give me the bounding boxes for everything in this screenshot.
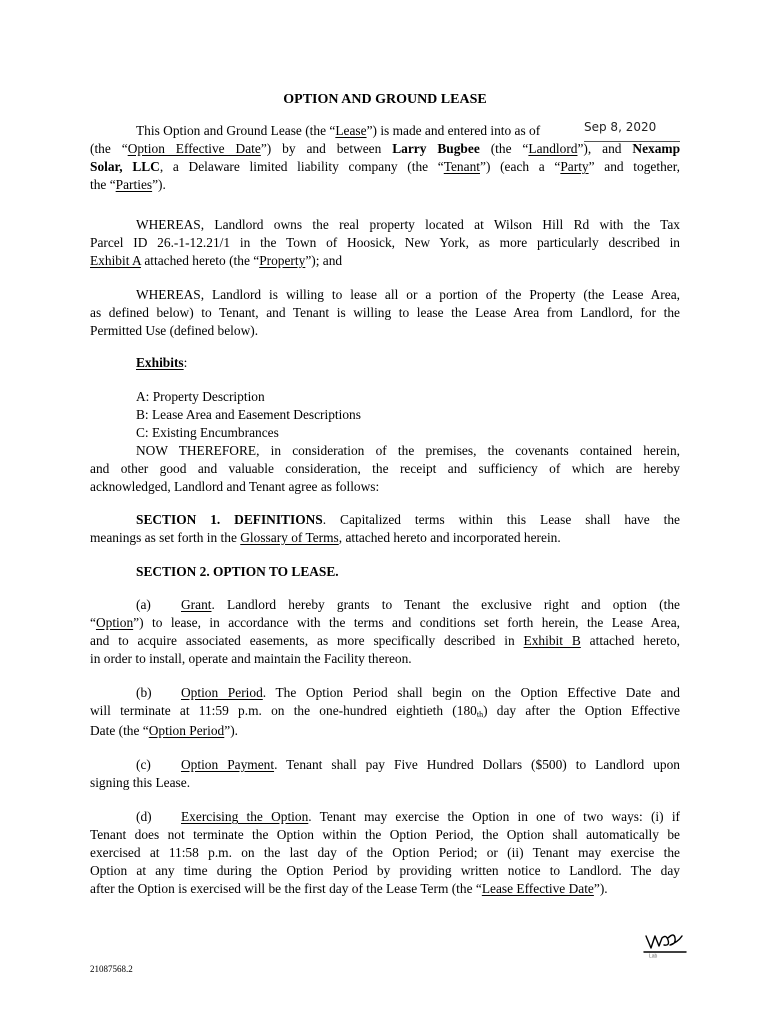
signature-caption: Lab bbox=[649, 953, 658, 958]
section-2-heading: SECTION 2. OPTION TO LEASE. bbox=[136, 564, 339, 579]
clause-b: (b) Option Period. The Option Period shall begin on the Option Effective Date and will terminate at 11:59 p.m. on the one-hundred eightieth (180th) day after the Option Effective Date (the “Option Period”). bbox=[90, 685, 681, 738]
term-property: Property bbox=[259, 253, 306, 268]
party-landlord-name: Larry Bugbee bbox=[392, 141, 480, 156]
exhibit-b-link: Exhibit B bbox=[523, 633, 581, 648]
document-number: 21087568.2 bbox=[90, 964, 133, 974]
initials-signature bbox=[642, 928, 688, 958]
party-tenant-name-1: Nexamp bbox=[632, 141, 681, 156]
whereas-paragraph-2: WHEREAS, Landlord is willing to lease all or a portion of the Property (the Lease Area, as defined below) to Tenant, and Tenant is willing to lease the Lease Area from Landlord, for the Permitted Use (defined below). bbox=[90, 287, 680, 338]
clause-b-title: Option Period bbox=[181, 685, 263, 700]
clause-c-title: Option Payment bbox=[181, 757, 275, 772]
term-lease: Lease bbox=[335, 123, 367, 138]
clause-d-title: Exercising the Option bbox=[181, 809, 309, 824]
intro-paragraph: This Option and Ground Lease (the “Lease”) is made and entered into as of (the “Option Effective Date”) by and between Larry Bugbee (the “Landlord”), and Nexamp Solar, LLC, a Delaware limited liability company (the “Tenant”) (each a “Party” and together, the “Parties”). bbox=[90, 123, 681, 192]
term-option-effective-date: Option Effective Date bbox=[127, 141, 261, 156]
document-title: OPTION AND GROUND LEASE bbox=[283, 92, 487, 107]
now-therefore-paragraph: NOW THEREFORE, in consideration of the premises, the covenants contained herein, and other good and valuable consideration, the receipt and sufficiency of which are hereby acknowledged, Landlord and Tenant agree as follows: bbox=[90, 443, 680, 494]
party-tenant-name-2: Solar, LLC bbox=[90, 159, 160, 174]
term-option: Option bbox=[95, 615, 134, 630]
glossary-link: Glossary of Terms bbox=[240, 530, 339, 545]
term-option-period: Option Period bbox=[148, 723, 225, 738]
exhibit-a-link: Exhibit A bbox=[90, 253, 141, 268]
exhibits-list bbox=[90, 388, 680, 442]
term-party: Party bbox=[560, 159, 589, 174]
exhibit-item: A: Property Description bbox=[136, 389, 265, 404]
term-tenant: Tenant bbox=[443, 159, 480, 174]
term-lease-effective-date: Lease Effective Date bbox=[481, 881, 594, 896]
exhibit-item: B: Lease Area and Easement Descriptions bbox=[136, 407, 361, 422]
option-effective-date-field[interactable]: Sep 8, 2020 bbox=[584, 120, 657, 134]
section-1: SECTION 1. DEFINITIONS. Capitalized terms within this Lease shall have the meanings as set forth in the Glossary of Terms, attached hereto and incorporated herein. bbox=[90, 512, 680, 545]
whereas-paragraph-1: WHEREAS, Landlord owns the real property located at Wilson Hill Rd with the Tax Parcel ID 26.-1-12.21/1 in the Town of Hoosick, New York, as more particularly described in Exhibit A attached hereto (the “Property”); and bbox=[90, 217, 680, 268]
clause-a: (a) Grant. Landlord hereby grants to Tenant the exclusive right and option (the “Option”) to lease, in accordance with the terms and conditions set forth herein, the Lease Area, and to acquire associated easements, as more specifically described in Exhibit B attached hereto, in order to install, operate and maintain the Facility thereon. bbox=[90, 597, 680, 666]
exhibit-item: C: Existing Encumbrances bbox=[136, 425, 279, 440]
clause-c: (c) Option Payment. Tenant shall pay Five Hundred Dollars ($500) to Landlord upon signing this Lease. bbox=[90, 757, 681, 790]
clause-a-title: Grant bbox=[181, 597, 212, 612]
term-landlord: Landlord bbox=[528, 141, 578, 156]
clause-d: (d) Exercising the Option. Tenant may exercise the Option in one of two ways: (i) if Tenant does not terminate the Option within the Option Period, the Option shall automatically be exercised at 11:58 p.m. on the last day of the Option Period; or (ii) Tenant may exercise the Option at any time during the Option Period by providing written notice to Landlord. The day after the Option is exercised will be the first day of the Lease Term (the “Lease Effective Date”). bbox=[90, 809, 680, 896]
exhibits-heading: Exhibits: bbox=[136, 355, 188, 370]
term-parties: Parties bbox=[115, 177, 153, 192]
section-1-heading: SECTION 1. DEFINITIONS bbox=[136, 512, 323, 527]
